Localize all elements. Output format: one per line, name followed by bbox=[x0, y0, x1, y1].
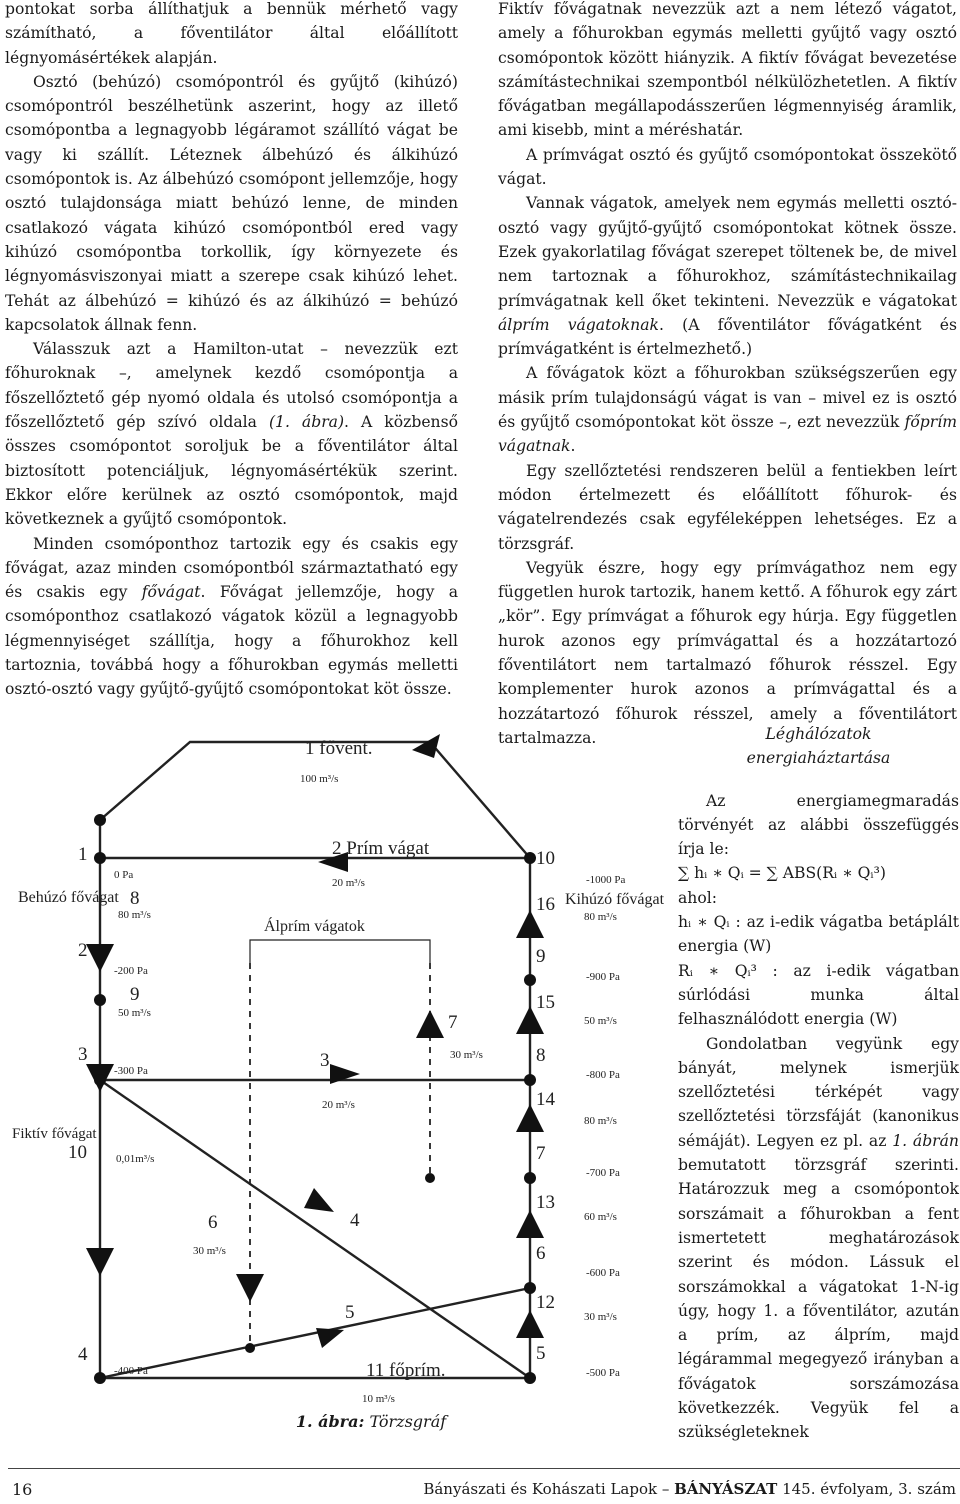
label-prim-q: 20 m³/s bbox=[332, 877, 365, 889]
term: főprím vágatnak bbox=[498, 413, 957, 456]
paragraph: Gondolatban vegyünk egy bányát, melynek ismerjük szellőztetési térképét vagy szellőztetési törzsfáját (kanonikus sémáját). Legyen ez pl. az 1. ábrán bemutatott törzsgráf szerinti. Határozzuk meg a csomópontok sorszámait a főhurokban a fent ismertetett meghatározások szerint és módon. Lássuk el sorszámokkal a vágatokat 1-N-ig úgy, hogy 1. a főventilátor, azután a prím, az álprím, majd légárammal megegyező irányban a fővágatok sorszámozása következzék. Vegyük fel a szükségleteknek bbox=[678, 1034, 959, 1442]
label-e12-q: 30 m³/s bbox=[584, 1311, 617, 1323]
arrow-edge-7 bbox=[416, 1010, 444, 1038]
label-e10: 10 bbox=[68, 1142, 87, 1163]
left-node-pressure: -300 Pa bbox=[114, 1065, 148, 1077]
left-node-id: 3 bbox=[78, 1044, 88, 1065]
footer-rule bbox=[8, 1468, 960, 1469]
right-node-pressure: -900 Pa bbox=[586, 971, 620, 983]
label-e15: 15 bbox=[536, 992, 555, 1013]
right-node-id: 7 bbox=[536, 1143, 546, 1164]
label-kihuzo: Kihúzó fővágat bbox=[565, 891, 665, 908]
label-e6: 6 bbox=[208, 1212, 218, 1233]
paragraph: pontokat sorba állíthatjuk a bennük mérhető vagy számítható, a főventilátor által előállított légnyomásértékek alapján. bbox=[5, 0, 458, 67]
right-node-id: 10 bbox=[536, 848, 555, 869]
label-e9-q: 50 m³/s bbox=[118, 1007, 151, 1019]
node-4 bbox=[94, 1372, 106, 1384]
node-5 bbox=[524, 1372, 536, 1384]
node-1b bbox=[94, 852, 106, 864]
left-node-pressure: -200 Pa bbox=[114, 965, 148, 977]
node-2 bbox=[94, 994, 106, 1006]
left-node-id: 2 bbox=[78, 940, 88, 961]
arrow-behuzo-8 bbox=[86, 944, 114, 972]
label-e10-q: 0,01m³/s bbox=[116, 1153, 155, 1165]
right-node-pressure: -600 Pa bbox=[586, 1267, 620, 1279]
paragraph: A fővágatok közt a főhurokban szükségszerűen egy másik prím tulajdonságú vágat is van – mivel ez is osztó és gyűjtő csomópontokat köt össze –, ezt nevezzük főprím vágatnak. bbox=[498, 364, 957, 456]
label-e3: 3 bbox=[320, 1050, 330, 1071]
alprim-bracket bbox=[250, 940, 430, 963]
definition: Rᵢ ∗ Qᵢ³ : az i-edik vágatban súrlódási munka által felhasználódott energia (W) bbox=[678, 961, 959, 1029]
label-e3-q: 20 m³/s bbox=[322, 1099, 355, 1111]
right-node-id: 5 bbox=[536, 1343, 546, 1364]
right-node-pressure: -700 Pa bbox=[586, 1167, 620, 1179]
nodes bbox=[94, 814, 536, 1384]
right-column bbox=[498, 0, 957, 750]
label-e13-q: 60 m³/s bbox=[584, 1211, 617, 1223]
paragraph: Fiktív fővágatnak nevezzük azt a nem létező vágatot, amely a főhurokban egymás melletti gyűjtő vagy osztó csomópontok között hiányzik. A fiktív fővágat bevezetése számítástechnikai szempontból nélkülözhetetlen. A fiktív fővágatban megállapodásszerűen légmennyiség áramlik, ami kisebb, mint a méréshatár. bbox=[498, 0, 957, 140]
label-e6-q: 30 m³/s bbox=[193, 1245, 226, 1257]
node-7 bbox=[524, 1172, 536, 1184]
label-fovent-q: 100 m³/s bbox=[300, 773, 339, 785]
right-node-id: 6 bbox=[536, 1243, 546, 1264]
label-ahol: ahol: bbox=[678, 888, 717, 907]
left-node-id: 4 bbox=[78, 1344, 88, 1365]
left-node-pressure: -400 Pa bbox=[114, 1365, 148, 1377]
section-title: Léghálózatok energiaháztartása bbox=[746, 725, 891, 768]
fan-edge-1 bbox=[100, 742, 530, 858]
journal-name: Bányászati és Kohászati Lapok – BÁNYÁSZAT 145. évfolyam, 3. szám bbox=[423, 1480, 956, 1498]
label-e4: 4 bbox=[350, 1210, 360, 1231]
figure-caption: 1. ábra: Törzsgráf bbox=[295, 1412, 447, 1431]
paragraph: Válasszuk azt a Hamilton-utat – nevezzük ezt főhuroknak –, amelynek kezdő csomópontja a főszellőztető gép nyomó oldala és utolsó csomópontja a főszellőztető gép szívó oldala (1. ábra). A közbenső összes csomópontot soroljuk be a főventilátor által biztosított potenciáljuk, légnyomásértékük szerint. Ekkor előre kerülnek az osztó csomópontok, majd következnek a gyűjtő csomópontok. bbox=[5, 340, 458, 529]
label-e9: 9 bbox=[130, 984, 140, 1005]
paragraph: Egy szellőztetési rendszeren belül a fentiekben leírt módon értelmezett és előállított főhurok- és vágatelrendezés csak egyféleképpen lehetséges. Ez a törzsgráf. bbox=[498, 461, 957, 553]
label-e16-q: 80 m³/s bbox=[584, 911, 617, 923]
right-node-pressure: -500 Pa bbox=[586, 1367, 620, 1379]
right-node-pressure: -800 Pa bbox=[586, 1069, 620, 1081]
paragraph: Osztó (behúzó) csomópontról és gyűjtő (kihúzó) csomópontról beszélhetünk aszerint, hogy az illető csomópontba a legnagyobb légáramot szállító vágat be vagy ki szállít. Léteznek álbehúzó és álkihúzó csomópontok is. Az álbehúzó csomópont jellemzője, hogy osztó tulajdonsága miatt behúzó lenne, de minden csatlakozó vágata kihúzó csomópontból ered vagy kihúzó csomópontba torkollik, így környezete és légnyomásviszonyai miatt a szerepe csak kihúzó lehet. Tehát az álbehúzó = kihúzó és az álkihúzó = behúzó kapcsolatok állnak fenn. bbox=[5, 72, 458, 334]
paragraph: Vannak vágatok, amelyek nem egymás melletti osztó-osztó vagy gyűjtő-gyűjtő csomópontokat kötnek össze. Ezek gyakorlatilag fővágat szerepet töltenek be, de mivel nem tartoznak a főhurokhoz, számítástechnikailag prímvágatnak kell őket tekinteni. Nevezzük e vágatokat álprím vágatoknak. (A főventilátor fővágatként és prímvágatként is értelmezhető.) bbox=[498, 194, 958, 359]
label-alprim: Álprím vágatok bbox=[264, 918, 365, 935]
arrow-edge-5 bbox=[316, 1328, 344, 1348]
left-node-labels bbox=[78, 844, 88, 1365]
left-column bbox=[5, 0, 458, 702]
node-10 bbox=[524, 852, 536, 864]
node-3 bbox=[94, 1074, 106, 1086]
arrow-edge-4 bbox=[304, 1188, 334, 1212]
arrow-fan bbox=[412, 734, 440, 758]
label-e14-q: 80 m³/s bbox=[584, 1115, 617, 1127]
paragraph: Minden csomóponthoz tartozik egy és csakis egy fővágat, azaz minden csomópontból származtatható egy és csakis egy fővágat. Fővágat jellemzője, hogy a csomóponthoz csatlakozó vágatok közül a legnagyobb légmennyiséget szállítja, hogy a főhurokhoz kell tartoznia, továbbá hogy a főhurokban egymás melletti osztó-osztó vagy gyűjtő-gyűjtő csomópontokat köt össze. bbox=[5, 534, 459, 699]
arrow-kihuzo-12 bbox=[516, 1310, 544, 1338]
arrow-behuzo-10 bbox=[86, 1248, 114, 1276]
label-foprim: 11 főprím. bbox=[366, 1360, 446, 1381]
label-fovent: 1 fővent. bbox=[305, 738, 373, 759]
tree-graph-figure bbox=[0, 728, 680, 1408]
label-e16: 16 bbox=[536, 894, 555, 915]
page-footer bbox=[0, 1468, 960, 1504]
definition: hᵢ ∗ Qᵢ : az i-edik vágatba betáplált energia (W) bbox=[678, 913, 959, 956]
label-e8: 8 bbox=[130, 888, 140, 909]
page-number: 16 bbox=[12, 1480, 33, 1499]
node-6-end bbox=[245, 1343, 255, 1353]
right-node-id: 9 bbox=[536, 946, 546, 967]
node-9 bbox=[524, 974, 536, 986]
paragraph: Az energiamegmaradás törvényét az alábbi összefüggés írja le: bbox=[678, 791, 959, 859]
formula: ∑ hᵢ ∗ Qᵢ = ∑ ABS(Rᵢ ∗ Qᵢ³) bbox=[678, 864, 886, 883]
label-e5: 5 bbox=[345, 1302, 355, 1323]
arrow-kihuzo-13 bbox=[516, 1210, 544, 1238]
label-e15-q: 50 m³/s bbox=[584, 1015, 617, 1027]
label-behuzo: Behúzó fővágat bbox=[18, 889, 119, 906]
node-1 bbox=[94, 814, 106, 826]
node-8 bbox=[524, 1074, 536, 1086]
label-prim: 2 Prím vágat bbox=[332, 838, 430, 859]
label-foprim-q: 10 m³/s bbox=[362, 1393, 395, 1405]
left-node-pressure: 0 Pa bbox=[114, 869, 134, 881]
paragraph: A prímvágat osztó és gyűjtő csomópontokat összekötő vágat. bbox=[498, 145, 957, 189]
figure-ref: (1. ábra) bbox=[268, 413, 345, 432]
label-e14: 14 bbox=[536, 1089, 555, 1110]
label-e13: 13 bbox=[536, 1192, 555, 1213]
section-energy bbox=[678, 722, 959, 1445]
node-7-end bbox=[425, 1173, 435, 1183]
label-e7-q: 30 m³/s bbox=[450, 1049, 483, 1061]
figure-ref: 1. ábrán bbox=[892, 1131, 959, 1150]
label-e7: 7 bbox=[448, 1012, 458, 1033]
term: fővágat bbox=[141, 583, 201, 602]
right-node-pressure: -1000 Pa bbox=[586, 874, 626, 886]
left-node-id: 1 bbox=[78, 844, 88, 865]
label-e12: 12 bbox=[536, 1292, 555, 1313]
label-fiktiv: Fiktív fővágat bbox=[12, 1126, 97, 1142]
paragraph: Vegyük észre, hogy egy prímvágathoz nem egy független hurok tartozik, hanem kettő. A főhurok egy zárt „kör”. Egy prímvágat a főhurok egy húrja. Egy független hurok azonos egy prímvágattal és a hozzátartozó főventilátort nem tartalmazó főhurok résszel. Egy komplementer hurok azonos a prímvágattal és a hozzátartozó főhurok résszel, amely a főventilátort tartalmazza. bbox=[498, 558, 957, 747]
arrow-edge-6 bbox=[236, 1274, 264, 1302]
term: álprím vágatoknak bbox=[498, 315, 659, 334]
right-node-id: 8 bbox=[536, 1045, 546, 1066]
node-6 bbox=[524, 1282, 536, 1294]
label-e8-q: 80 m³/s bbox=[118, 909, 151, 921]
